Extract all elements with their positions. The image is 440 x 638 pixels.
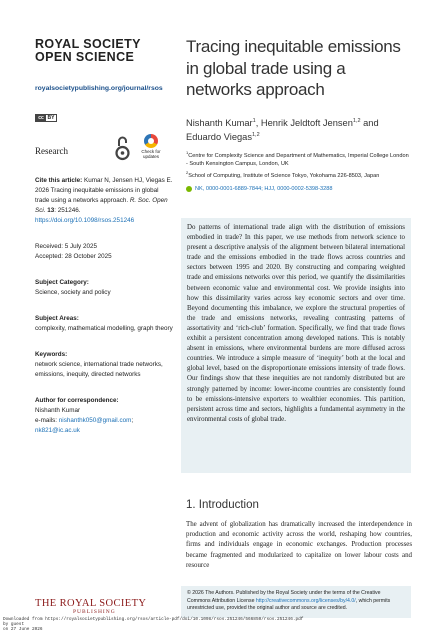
- download-watermark: [3, 617, 303, 632]
- download-line-2: by guest: [3, 622, 25, 628]
- keywords-block: [35, 350, 173, 380]
- license-text: © 2026 The Authors. Published by the Royal Society under the terms of the Creative Commons Attribution License: [187, 590, 381, 604]
- email-link-2[interactable]: nk821@ic.ac.uk: [35, 427, 80, 434]
- author-2-affil: 1,2: [352, 117, 361, 124]
- received-date: Received: 5 July 2025: [35, 243, 97, 250]
- crossmark-icon: [144, 134, 158, 148]
- introduction-text: The advent of globalization has dramatically increased the interdependence in production and economic activity across the world, reshaping how countries, firms and individuals engage in economic exchanges. Production processes became fragmented and modularized to capitalize on lower labour costs and resource: [186, 521, 412, 569]
- cite-text: Kumar N, Jensen HJ, Viegas E. 2026 Tracing inequitable emissions in global trade using a networks approach.: [35, 177, 173, 204]
- subject-areas-label: Subject Areas:: [35, 315, 79, 322]
- affiliation-2-marker: 2: [186, 169, 189, 175]
- publisher-name: THE ROYAL SOCIETY: [35, 598, 147, 609]
- article-header: [186, 36, 412, 192]
- article-title: Tracing inequitable emissions in global trade using a networks approach: [186, 37, 401, 99]
- author-1: Nishanth Kumar: [186, 117, 253, 128]
- email-prefix: e-mails:: [35, 417, 59, 424]
- check-updates-label: [139, 149, 163, 159]
- section-heading-introduction: 1. Introduction: [186, 499, 259, 511]
- correspondence-label: Author for correspondence:: [35, 397, 119, 404]
- affiliation-1-marker: 1: [186, 149, 189, 155]
- cite-volume: 13: [47, 207, 55, 214]
- accepted-date: Accepted: 28 October 2025: [35, 253, 112, 260]
- affiliation-2-text: School of Computing, Institute of Science Tokyo, Yokohama 226-8503, Japan: [188, 172, 380, 179]
- orcid-icon: [186, 186, 192, 192]
- sidebar: [35, 38, 173, 436]
- royal-society-publishing-logo[interactable]: [35, 598, 146, 615]
- keywords-label: Keywords:: [35, 351, 68, 358]
- download-line-1: Downloaded from https://royalsocietypublishing.org/rsos/article-pdf/doi/10.1098/rsos.251246/566850/rsos.251246.pdf: [3, 617, 304, 622]
- publisher-subtitle: PUBLISHING: [73, 609, 116, 615]
- journal-url-link[interactable]: royalsocietypublishing.org/journal/rsos: [35, 85, 163, 92]
- author-2: , Henrik Jeldtoft Jensen: [255, 117, 353, 128]
- check-for-updates-button[interactable]: [139, 134, 163, 164]
- cc-icon: cc: [36, 115, 46, 121]
- journal-logo[interactable]: [35, 38, 173, 63]
- dates-block: [35, 242, 173, 262]
- correspondence-emails: [35, 416, 173, 426]
- article-type-row: [35, 134, 173, 164]
- correspondence-name: Nishanth Kumar: [35, 407, 81, 414]
- author-1-affil: 1: [252, 117, 256, 124]
- abstract-box: [181, 218, 411, 473]
- citation-block: [35, 176, 173, 226]
- cite-label: Cite this article:: [35, 177, 83, 184]
- subject-areas-block: [35, 314, 173, 334]
- affiliation-2: [186, 169, 412, 180]
- license-box: [181, 586, 411, 618]
- check-updates-line1: Check for: [141, 149, 161, 154]
- affiliation-1-text: Centre for Complexity Science and Department of Mathematics, Imperial College London - South Kensington Campus, London, UK: [186, 152, 409, 168]
- subject-category: Science, society and policy: [35, 289, 111, 296]
- affiliations: [186, 149, 412, 180]
- subject-category-block: [35, 278, 173, 298]
- cite-journal: R. Soc. Open Sci.: [35, 197, 168, 214]
- correspondence-block: [35, 396, 173, 436]
- license-text-end: , which permits unrestricted use, provided the original author and source are credited.: [187, 597, 391, 612]
- email-link-1[interactable]: nishanthk050@gmail.com: [58, 417, 132, 424]
- by-icon: BY: [47, 115, 55, 121]
- open-access-icon: [115, 134, 130, 162]
- journal-name-line2: OPEN SCIENCE: [35, 49, 135, 64]
- author-3-affil: 1,2: [252, 131, 260, 138]
- email-separator: ;: [131, 417, 134, 424]
- journal-name-line1: ROYAL SOCIETY: [35, 37, 141, 51]
- affiliation-1: [186, 149, 412, 169]
- keywords: network science, international trade networks, emissions, inequity, directed networks: [35, 361, 163, 378]
- doi-link[interactable]: https://doi.org/10.1098/rsos.251246: [35, 217, 135, 224]
- article-type: Research: [35, 146, 68, 156]
- download-line-3: on 27 June 2026: [3, 627, 43, 633]
- check-updates-line2: updates: [142, 154, 159, 159]
- subject-areas: complexity, mathematical modelling, graph theory: [35, 325, 173, 332]
- orcid-ids[interactable]: NK, 0000-0001-6889-7844; HJJ, 0000-0002-5398-3288: [195, 185, 333, 192]
- abstract-text: Do patterns of international trade align with the distribution of emissions embodied in trade? In this paper, we use methods from network science to present a descriptive analysis of the alignment between bilateral international trade and the emissions embodied in the trade flows across countries and sectors between 1995 and 2020. By constructing and comparing weighted trade and emissions networks over this period, we quantify the dissimilarities between economic value and environmental cost. We provide insights into how this dissimilarity varies across key economic sectors and over time. Beyond documenting this imbalance, we explore the structural properties of the trade and emissions networks, revealing contrasting patterns of assortativity and ‘rich-club’ formation. Specifically, we find that trade flows exhibit a persistent concentration among developed nations. This is notably absent in emissions, where environmental burdens are more diffused across countries. We introduce a simple measure of ‘inequity’ both at the local and global level, based on the disproportionate emissions intensity of trade flows. Our findings show that these inequities are not randomly distributed but are strongly patterned by income: lower-income countries are consistently found to be emissions-intensive exporters to wealthier economies. This partition, persistent across time and sectors, highlights a fundamental asymmetry in the environmental costs of global trade.: [187, 224, 405, 423]
- author-3: and Eduardo Viegas: [186, 117, 379, 142]
- author-list: [186, 115, 412, 143]
- orcid-row[interactable]: [186, 186, 412, 192]
- cite-article: : 251246.: [54, 207, 81, 214]
- license-url-link[interactable]: http://creativecommons.org/licenses/by/4.0/: [255, 597, 356, 604]
- subject-category-label: Subject Category:: [35, 279, 89, 286]
- cc-by-license-badge[interactable]: [35, 114, 57, 122]
